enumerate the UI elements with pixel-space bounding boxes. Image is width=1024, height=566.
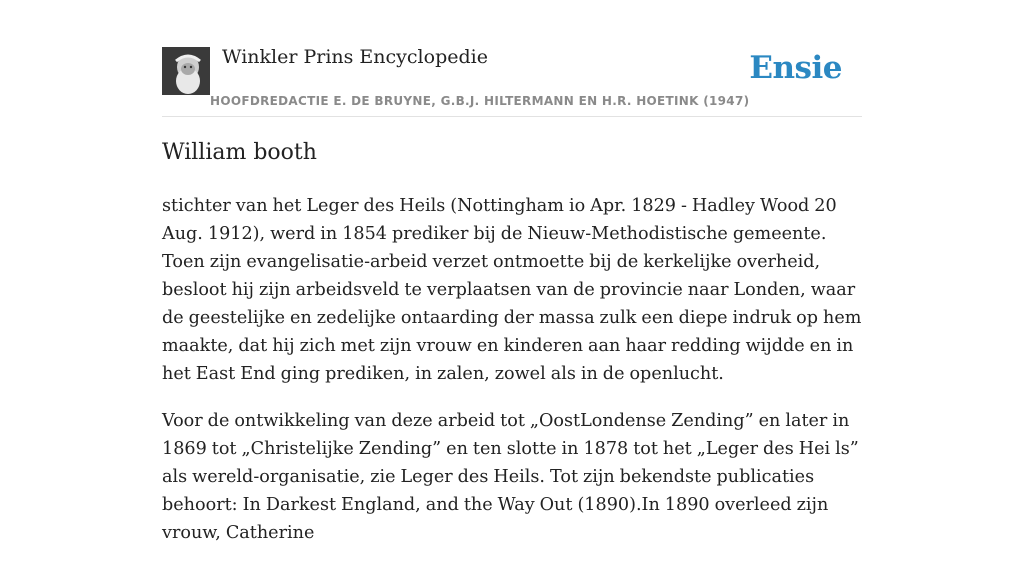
brand-logo[interactable]: Ensie <box>749 50 842 86</box>
source-avatar[interactable] <box>162 47 210 95</box>
source-header <box>162 0 862 117</box>
entry-paragraph: stichter van het Leger des Heils (Nottingham io Apr. 1829 - Hadley Wood 20 Aug. 1912), werd in 1854 prediker bij de Nieuw-Methodistische gemeente. Toen zijn evangelisatie-arbeid verzet ontmoette bij de kerkelijke overheid, besloot hij zijn arbeidsveld te verplaatsen van de provincie naar Londen, waar de geestelijke en zedelijke ontaarding der massa zulk een diepe indruk op hem maakte, dat hij zich met zijn vrouw en kinderen aan haar redding wijdde en in het East End ging prediken, in zalen, zowel als in de openlucht. <box>162 196 862 384</box>
bearded-man-portrait-icon <box>162 47 210 95</box>
source-title[interactable]: Winkler Prins Encyclopedie <box>222 46 488 68</box>
entry-paragraph: Voor de ontwikkeling van deze arbeid tot „OostLondense Zending” en later in 1869 tot „Christelijke Zending” en ten slotte in 1878 tot het „Leger des Hei ls” als wereld-organisatie, zie Leger des Heils. Tot zijn bekendste publicaties behoort: In Darkest England, and the Way Out (1890).In 1890 overleed zijn vrouw, Catherine <box>162 411 859 543</box>
content-container <box>162 0 862 543</box>
entry-title: William booth <box>162 140 317 165</box>
entry-body <box>162 192 862 566</box>
source-editors: HOOFDREDACTIE E. DE BRUYNE, G.B.J. HILTERMANN EN H.R. HOETINK (1947) <box>210 94 750 108</box>
